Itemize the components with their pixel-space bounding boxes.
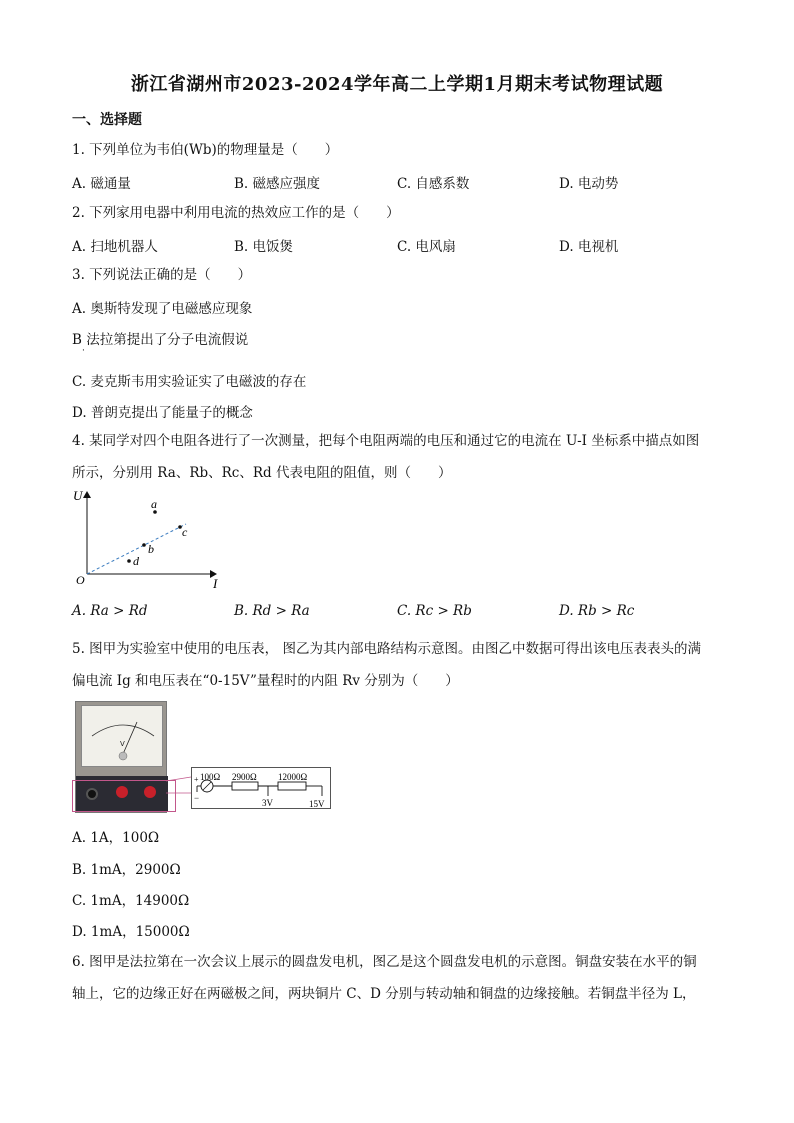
- r-2900-label: 2900Ω: [232, 772, 257, 782]
- question-4-option-a: A. Ra > Rd: [72, 603, 148, 619]
- question-3-option-a: A. 奥斯特发现了电磁感应现象: [72, 301, 253, 317]
- minus-sign: −: [194, 793, 200, 803]
- question-5-option-d: D. 1mA，15000Ω: [72, 924, 190, 940]
- question-4-stem-line2: 所示，分别用 Ra、Rb、Rc、Rd 代表电阻的阻值，则（ ）: [72, 465, 452, 481]
- voltmeter-circuit-diagram: [191, 767, 331, 809]
- callout-lines: [166, 775, 192, 795]
- r-12000-label: 12000Ω: [278, 772, 308, 782]
- question-5-option-a: A. 1A，100Ω: [72, 830, 160, 846]
- page-title: 浙江省湖州市2023-2024学年高二上学期1月期末考试物理试题: [130, 74, 664, 95]
- question-4-option-c: C. Rc > Rb: [397, 603, 472, 619]
- point-c-label: c: [182, 525, 188, 539]
- x-axis-label: I: [213, 576, 218, 590]
- voltmeter-dial: [81, 705, 163, 767]
- u-i-graph: [70, 486, 230, 590]
- circuit-svg: [192, 768, 332, 810]
- question-3-option-b: B 法拉第提出了分子电流假说: [72, 332, 249, 348]
- question-1-stem: 1. 下列单位为韦伯(Wb)的物理量是（ ）: [72, 142, 339, 158]
- dial-scale-icon: [82, 706, 164, 768]
- question-5-option-b: B. 1mA，2900Ω: [72, 862, 181, 878]
- question-2-option-a: A. 扫地机器人: [72, 239, 158, 255]
- tap-3v-label: 3V: [262, 798, 273, 808]
- question-4-stem-line1: 4. 某同学对四个电阻各进行了一次测量，把每个电阻两端的电压和通过它的电流在 U-I 坐标系中描点如图: [72, 433, 700, 449]
- question-5-option-c: C. 1mA，14900Ω: [72, 893, 190, 909]
- question-2-option-d: D. 电视机: [559, 239, 619, 255]
- terminal-highlight-box: [72, 780, 176, 812]
- y-axis-label: U: [73, 488, 83, 503]
- question-2-option-c: C. 电风扇: [397, 239, 456, 255]
- point-d-label: d: [133, 554, 139, 568]
- question-5-stem-line1: 5. 图甲为实验室中使用的电压表， 图乙为其内部电路结构示意图。由图乙中数据可得出该电压表表头的满: [72, 641, 701, 657]
- question-3-stem: 3. 下列说法正确的是（ ）: [72, 267, 252, 283]
- question-2-stem: 2. 下列家用电器中利用电流的热效应工作的是（ ）: [72, 205, 400, 221]
- point-a-label: a: [151, 497, 157, 511]
- question-5-stem-line2: 偏电流 Ig 和电压表在“0-15V”量程时的内阻 Rv 分别为（ ）: [72, 673, 459, 689]
- point-d: [127, 559, 131, 563]
- question-1-option-d: D. 电动势: [559, 176, 619, 192]
- resistor-2900-icon: [232, 782, 258, 790]
- question-6-stem-line1: 6. 图甲是法拉第在一次会议上展示的圆盘发电机，图乙是这个圆盘发电机的示意图。铜盘安装在水平的铜: [72, 954, 697, 970]
- question-4-option-b: B. Rd > Ra: [234, 603, 310, 619]
- dial-v-symbol: V: [120, 740, 125, 748]
- tap-15v-label: 15V: [309, 799, 325, 809]
- question-3-option-d: D. 普朗克提出了能量子的概念: [72, 405, 253, 421]
- plus-sign: +: [194, 775, 199, 784]
- question-1-option-c: C. 自感系数: [397, 176, 470, 192]
- question-2-option-b: B. 电饭煲: [234, 239, 294, 255]
- point-b-label: b: [148, 542, 154, 556]
- section-heading: 一、选择题: [72, 112, 142, 128]
- question-1-option-a: A. 磁通量: [72, 176, 131, 192]
- question-3-option-c: C. 麦克斯韦用实验证实了电磁波的存在: [72, 374, 307, 390]
- stray-dot: ·: [82, 346, 85, 356]
- resistor-12000-icon: [278, 782, 306, 790]
- question-4-option-d: D. Rb > Rc: [559, 603, 635, 619]
- r-meter-label: 100Ω: [200, 772, 221, 782]
- point-b: [142, 543, 146, 547]
- origin-label: O: [76, 573, 85, 587]
- question-1-option-b: B. 磁感应强度: [234, 176, 321, 192]
- question-6-stem-line2: 轴上，它的边缘正好在两磁极之间，两块铜片 C、D 分别与转动轴和铜盘的边缘接触。若铜盘半径为 L，: [72, 986, 696, 1002]
